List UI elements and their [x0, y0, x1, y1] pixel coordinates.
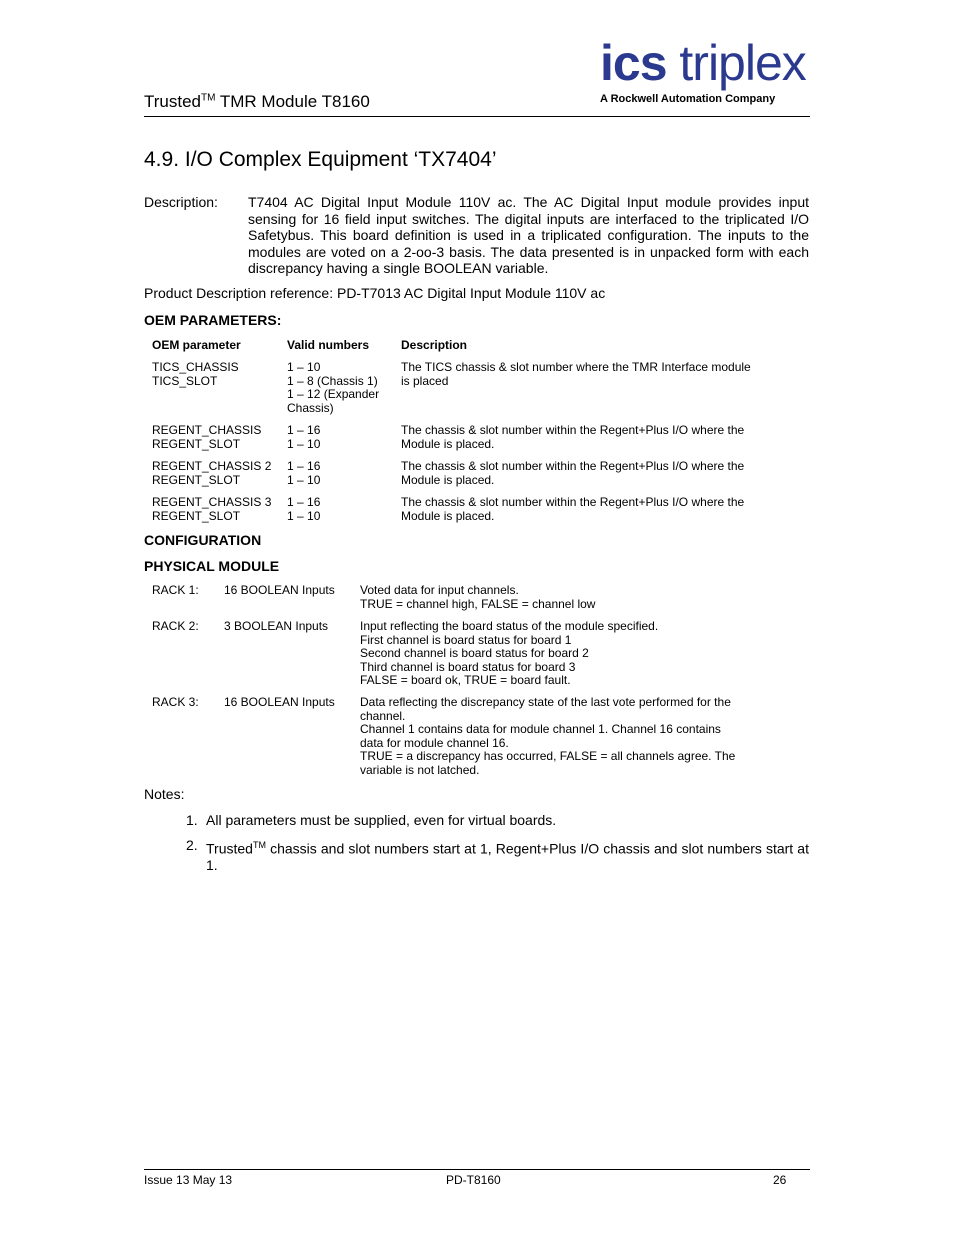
oem-row-valid: 1 – 10 1 – 8 (Chassis 1) 1 – 12 (Expander Chassis): [287, 360, 380, 415]
footer-rule: [144, 1169, 810, 1170]
product-reference: Product Description reference: PD-T7013 AC Digital Input Module 110V ac: [144, 285, 606, 301]
description-label: Description:: [144, 194, 218, 210]
header-product: Trusted: [144, 92, 202, 111]
company-logo: [600, 35, 806, 91]
section-title: 4.9. I/O Complex Equipment ‘TX7404’: [144, 148, 497, 171]
oem-row-desc: The chassis & slot number within the Regent+Plus I/O where the Module is placed.: [401, 459, 745, 487]
oem-row-param: TICS_CHASSIS TICS_SLOT: [152, 360, 239, 388]
rack-description: Data reflecting the discrepancy state of the last vote performed for the channel. Channel 1 contains data for module channel 1. Channel 16 contains data for module channel 16. TRUE = a discrepancy has occurred, FALSE = all channels agree. The variable is not latched.: [360, 695, 736, 777]
rack-label: RACK 1:: [152, 583, 199, 597]
oem-row-param: REGENT_CHASSIS 2 REGENT_SLOT: [152, 459, 272, 487]
note-trusted: Trusted: [206, 840, 253, 857]
logo-brand-bold: ics: [600, 35, 667, 91]
rack-description: Voted data for input channels. TRUE = channel high, FALSE = channel low: [360, 583, 596, 611]
footer-issue: Issue 13 May 13: [144, 1173, 233, 1187]
rack-type: 16 BOOLEAN Inputs: [224, 583, 335, 597]
oem-row-desc: The chassis & slot number within the Regent+Plus I/O where the Module is placed.: [401, 423, 745, 451]
note-text-rest: chassis and slot numbers start at 1, Regent+Plus I/O chassis and slot numbers start at 1.: [206, 840, 809, 874]
note-text: [206, 837, 809, 874]
header-title: [144, 92, 370, 112]
configuration-heading: CONFIGURATION: [144, 532, 262, 548]
oem-row-desc: The chassis & slot number within the Regent+Plus I/O where the Module is placed.: [401, 495, 745, 523]
rack-type: 3 BOOLEAN Inputs: [224, 619, 329, 633]
notes-label: Notes:: [144, 786, 185, 802]
footer-doc-number: PD-T8160: [446, 1173, 501, 1187]
oem-col-param: OEM parameter: [152, 338, 241, 352]
oem-col-desc: Description: [401, 338, 468, 352]
oem-row-param: REGENT_CHASSIS 3 REGENT_SLOT: [152, 495, 272, 523]
rack-label: RACK 2:: [152, 619, 199, 633]
header-rule: [144, 116, 810, 117]
logo-tagline: A Rockwell Automation Company: [600, 93, 776, 105]
note-number: 2.: [186, 837, 198, 853]
oem-row-valid: 1 – 16 1 – 10: [287, 423, 321, 451]
logo-brand-light: triplex: [666, 35, 806, 91]
footer-page-number: 26: [773, 1173, 787, 1187]
oem-row-param: REGENT_CHASSIS REGENT_SLOT: [152, 423, 262, 451]
description-text: T7404 AC Digital Input Module 110V ac. The AC Digital Input module provides input sensing for 16 field input switches. The digital inputs are interfaced to the triplicated I/O Safetybus. This board definition is used in a triplicated configuration. The inputs to the modules are voted on a 2-oo-3 basis. The data presented is in unpacked form with each discrepancy having a single BOOLEAN variable.: [248, 194, 809, 277]
header-module: TMR Module T8160: [215, 92, 370, 111]
oem-heading: OEM PARAMETERS:: [144, 312, 282, 328]
rack-label: RACK 3:: [152, 695, 199, 709]
oem-row-valid: 1 – 16 1 – 10: [287, 495, 321, 523]
note-number: 1.: [186, 812, 198, 828]
trademark-mark: TM: [201, 92, 216, 104]
oem-row-valid: 1 – 16 1 – 10: [287, 459, 321, 487]
oem-row-desc: The TICS chassis & slot number where the TMR Interface module is placed: [401, 360, 751, 388]
note-trademark-mark: TM: [252, 840, 266, 850]
oem-col-valid: Valid numbers: [287, 338, 370, 352]
note-text: All parameters must be supplied, even for virtual boards.: [206, 812, 557, 828]
physical-module-heading: PHYSICAL MODULE: [144, 558, 280, 574]
rack-type: 16 BOOLEAN Inputs: [224, 695, 335, 709]
rack-description: Input reflecting the board status of the module specified. First channel is board status for board 1 Second channel is board status for board 2 Third channel is board status for board 3 FALSE = board ok, TRUE = board fault.: [360, 619, 659, 688]
